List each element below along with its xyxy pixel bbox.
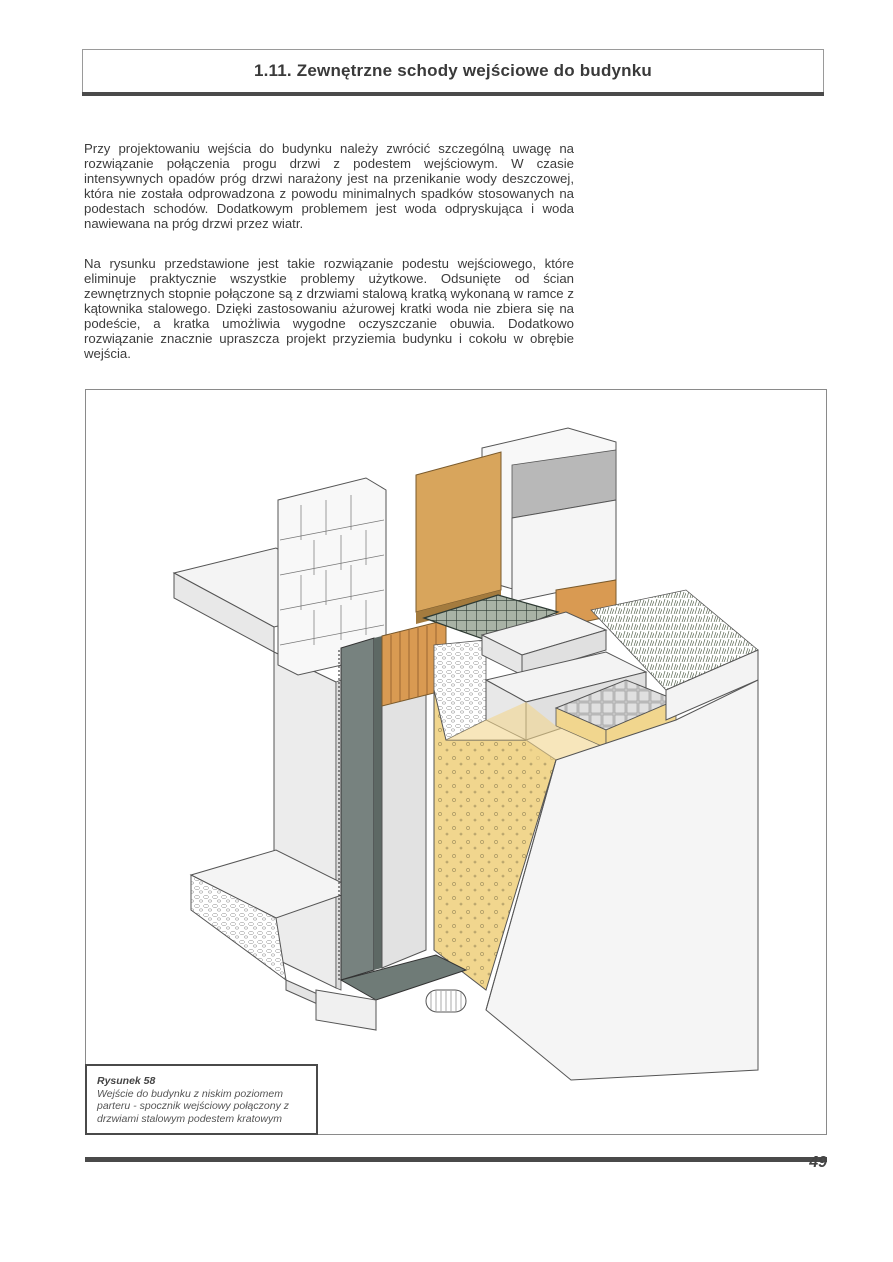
entrance-section-drawing	[86, 390, 826, 1134]
left-wall	[274, 652, 336, 988]
section-header	[82, 49, 824, 93]
caption-label: Rysunek 58	[97, 1075, 156, 1087]
figure-caption	[85, 1064, 318, 1135]
figure-frame	[85, 389, 827, 1135]
section-title: 1.11. Zewnętrzne schody wejściowe do budynku	[253, 61, 652, 80]
header-rule	[82, 92, 824, 96]
insulation-layer	[341, 638, 374, 980]
door-leaf	[416, 452, 501, 612]
drainage-pipe	[426, 990, 466, 1012]
paragraph-solution: Na rysunku przedstawione jest takie rozwiązanie podestu wejściowego, które eliminuje praktycznie wszystkie problemy użytkowe. Odsunięte od ścian zewnętrznych stopnie połączone są z drzwiami stalową kratką wykonaną w ramce z kątownika stalowego. Dzięki zastosowaniu ażurowej kratki woda nie zbiera się na podeście, a kratka umożliwia wygodne oczyszczanie obuwia. Dodatkowo rozwiązanie znacznie upraszcza projekt przyziemia budynku i cokołu w obrębie wejścia.	[84, 256, 574, 361]
page-number: 49	[809, 1154, 827, 1171]
paragraph-intro: Przy projektowaniu wejścia do budynku należy zwrócić szczególną uwagę na rozwiązanie połączenia progu drzwi z podestem wejściowym. W czasie intensywnych opadów próg drzwi narażony jest na przenikanie wody deszczowej, która nie została odprowadzona z powodu minimalnych spadków stosowanych na podestach schodów. Dodatkowym problemem jest woda odpryskująca i woda nawiewana na próg drzwi przez wiatr.	[84, 141, 574, 231]
caption-text: Wejście do budynku z niskim poziomem parteru - spocznik wejściowy połączony z drzwiami stalowym podestem kratowym	[97, 1087, 289, 1125]
footer-rule	[85, 1157, 827, 1162]
